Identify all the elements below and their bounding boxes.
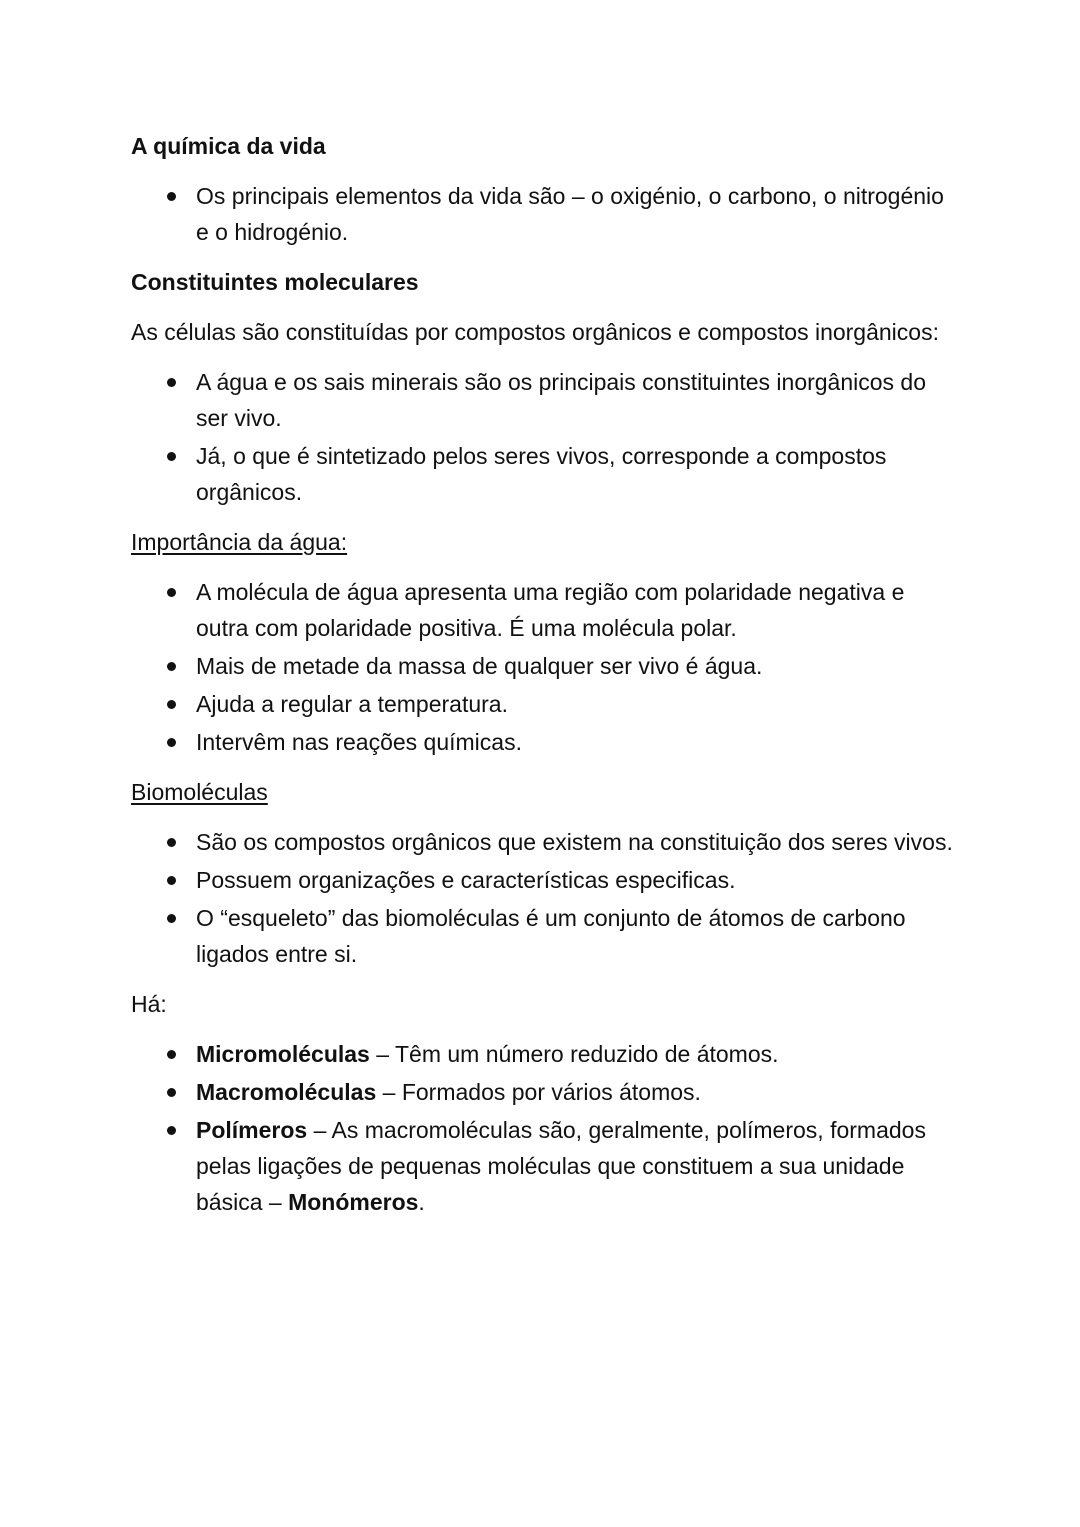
term-label: Monómeros <box>288 1189 419 1215</box>
list-item: Ajuda a regular a temperatura. <box>131 686 961 722</box>
list-item: A água e os sais minerais são os principais constituintes inorgânicos do ser vivo. <box>131 364 961 436</box>
section-title-water: Importância da água: <box>131 529 348 555</box>
list-item: Os principais elementos da vida são – o oxigénio, o carbono, o nitrogénio e o hidrogénio. <box>131 178 961 250</box>
list-item: Mais de metade da massa de qualquer ser vivo é água. <box>131 648 961 684</box>
list-item: A molécula de água apresenta uma região com polaridade negativa e outra com polaridade positiva. É uma molécula polar. <box>131 574 961 646</box>
types-list <box>131 1036 961 1220</box>
document-page <box>131 128 961 1234</box>
term-label: Micromoléculas <box>196 1041 370 1067</box>
list-item <box>131 1036 961 1072</box>
section-title-biomolecules: Biomoléculas <box>131 779 268 805</box>
list-item <box>131 1112 961 1220</box>
term-ending: . <box>418 1189 425 1215</box>
list-item: Intervêm nas reações químicas. <box>131 724 961 760</box>
section-title-chemistry: A química da vida <box>131 133 326 159</box>
term-label: Macromoléculas <box>196 1079 377 1105</box>
list-item <box>131 1074 961 1110</box>
constituents-intro: As células são constituídas por compostos orgânicos e compostos inorgânicos: <box>131 319 939 345</box>
term-description: – As macromoléculas são, geralmente, polímeros, formados pelas ligações de pequenas moléculas que constituem a sua unidade básica – <box>196 1117 926 1215</box>
term-description: – Formados por vários átomos. <box>376 1079 701 1105</box>
types-intro: Há: <box>131 991 167 1017</box>
term-label: Polímeros <box>196 1117 308 1143</box>
list-item: Possuem organizações e características especificas. <box>131 862 961 898</box>
term-description: – Têm um número reduzido de átomos. <box>369 1041 779 1067</box>
chemistry-list <box>131 178 961 250</box>
list-item: Já, o que é sintetizado pelos seres vivos, corresponde a compostos orgânicos. <box>131 438 961 510</box>
list-item: O “esqueleto” das biomoléculas é um conjunto de átomos de carbono ligados entre si. <box>131 900 961 972</box>
list-item: São os compostos orgânicos que existem na constituição dos seres vivos. <box>131 824 961 860</box>
biomolecules-list <box>131 824 961 972</box>
water-list <box>131 574 961 760</box>
section-title-constituents: Constituintes moleculares <box>131 269 419 295</box>
constituents-list <box>131 364 961 510</box>
